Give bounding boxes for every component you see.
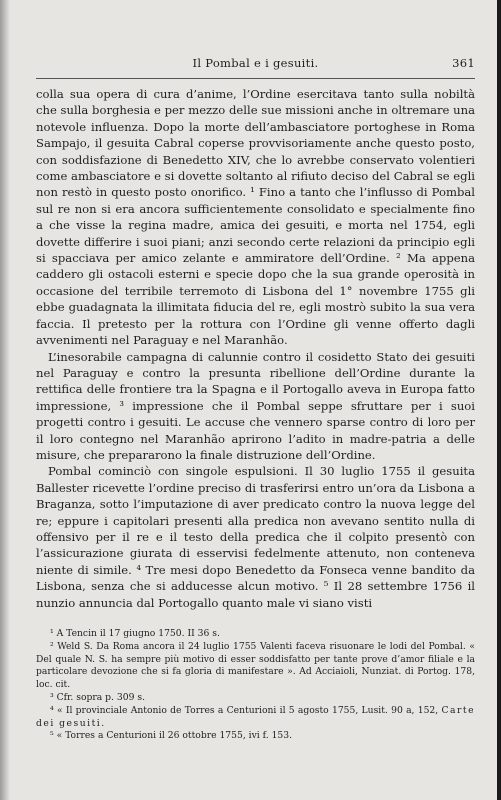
footnote-4-text: ⁴ « Il provinciale Antonio de Torres a Centurioni il 5 agosto 1755, Lusit. 90 a, 152, <box>50 704 439 716</box>
footnote-5: ⁵ « Torres a Centurioni il 26 ottobre 1755, ivi f. 153. <box>50 730 293 742</box>
binding-shadow <box>0 0 10 800</box>
main-text <box>36 86 475 611</box>
running-title: Il Pombal e i gesuiti. <box>192 56 319 70</box>
footnote-2: ² Weld S. Da Roma ancora il 24 luglio 1755 Valenti faceva risuonare le lodi del Pombal. « Del quale N. S. ha sempre più motivo di esser soddisfatto per tante prove d’amor filiale e la particolare devozione che si fa gloria di manifestare ». Ad Acciaioli, Nunziat. di Portog. 178, loc. cit. <box>36 640 475 691</box>
footnote-4 <box>36 705 475 731</box>
footnote-3: ³ Cfr. sopra p. 309 s. <box>50 691 145 703</box>
paragraph: colla sua opera di cura d’anime, l’Ordine esercitava tanto sulla nobiltà che sulla borghesia e per mezzo delle sue missioni anche in oltremare una notevole influenza. Dopo la morte dell’ambasciatore portoghese in Roma Sampajo, il gesuita Cabral coperse provvisoriamente anche questo posto, con soddisfazione di Benedetto XIV, che lo avrebbe conservato volentieri come ambasciatore e si dovette soltanto al rifiuto deciso del Cabral se egli non restò in questo posto onorifico. ¹ Fino a tanto che l’influsso di Pombal sul re non si era ancora sufficientemente consolidato e specialmente fino a che visse la regina madre, amica dei gesuiti, e morta nel 1754, egli dovette differire i suoi piani; anzi secondo certe relazioni da principio egli si spacciava per amico zelante e ammiratore dell’Ordine. ² Ma appena caddero gli ostacoli esterni e specie dopo che la sua grande operosità in occasione del terribile terremoto di Lisbona del 1° novembre 1755 gli ebbe guadagnata la illimitata fiducia del re, egli mostrò subito la sua vera faccia. Il pretesto per la rottura con l’Ordine gli venne offerto dagli avvenimenti nel Paraguay e nel Maranhão. <box>36 87 475 348</box>
paragraph: Pombal cominciò con singole espulsioni. Il 30 luglio 1755 il gesuita Ballester ricevette l’ordine preciso di trasferirsi entro un’ora da Lisbona a Braganza, sotto l’imputazione di aver predicato contro la nuova legge del re; eppure i capitolari presenti alla predica non avevano sentito nulla di offensivo per il re e il testo della predica che il colpito presentò con l’assicurazione giurata di esservisi fedelmente attenuto, non conteneva niente di simile. ⁴ Tre mesi dopo Benedetto da Fonseca venne bandito da Lisbona, senza che si adducesse alcun motivo. ⁵ Il 28 settembre 1756 il nunzio annuncia dal Portogallo quanto male vi siano visti <box>36 464 475 610</box>
footnote-1: ¹ A Tencin il 17 giugno 1750. II 36 s. <box>50 628 220 639</box>
footnotes <box>36 628 475 743</box>
page-edge <box>497 0 501 800</box>
running-header <box>36 56 475 74</box>
footnote-4-archive: Carte dei gesuiti. <box>36 704 476 729</box>
header-rule <box>36 78 475 79</box>
paragraph: L’inesorabile campagna di calunnie contro il cosidetto Stato dei gesuiti nel Paraguay e contro la presunta ribellione dell’Ordine durante la rettifica delle frontiere tra la Spagna e il Portogallo aveva in Europa fatto impressione, ³ impressione che il Pombal seppe sfruttare per i suoi progetti contro i gesuiti. Le accuse che vennero sparse contro di loro per il loro contegno nel Maranhão aprirono l’adito in madre-patria a delle misure, che prepararono la finale distruzione dell’Ordine. <box>36 349 475 462</box>
page-number: 361 <box>452 56 475 70</box>
